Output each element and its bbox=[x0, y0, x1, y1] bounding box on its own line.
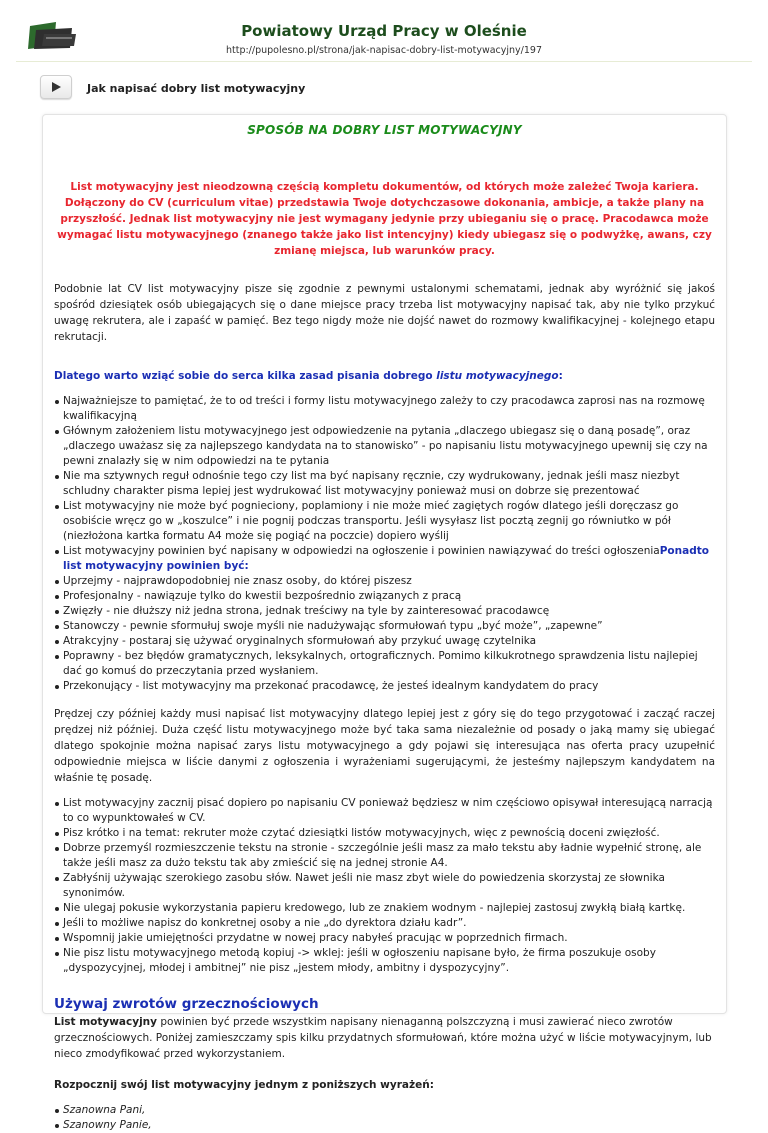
rules-heading-colon: : bbox=[558, 370, 563, 382]
list-item: Zwięzły - nie dłuższy niż jedna strona, jednak treściwy na tyle by zainteresować pracodawcę bbox=[54, 604, 715, 619]
list-item: List motywacyjny nie może być pognieciony, poplamiony i nie może mieć zagiętych rogów dlatego jeśli doręczasz go osobiście wręcz go w „koszulce” i nie pognij podczas transportu. Jeśli wysyłasz list pocztą zegnij go równiutko w pół (niezłożona kartka formatu A4 może się pogiąć na poczcie) dopiero wyślij bbox=[54, 499, 715, 544]
page-header bbox=[0, 0, 768, 62]
list-item: Wspomnij jakie umiejętności przydatne w nowej pracy nabyłeś pracując w poprzednich firmach. bbox=[54, 931, 715, 946]
rule5-blue: Ponadto list motywacyjny powinien być: bbox=[63, 545, 709, 572]
article-intro: Podobnie lat CV list motywacyjny pisze się zgodnie z pewnymi ustalonymi schematami, jednak aby wyróżnić się jakoś spośród dziesiątek osób ubiegających się o dane miejsce pracy trzeba list motywacyjny napisać tak, aby nie tylko przykuć uwagę rekrutera, ale i zapaść w pamięć. Bez tego nigdy może nie dojść nawet do rozmowy kwalifikacyjnej - kolejnego etapu rekrutacji. bbox=[54, 283, 715, 343]
tips-list bbox=[54, 796, 715, 976]
list-item: Poprawny - bez błędów gramatycznych, leksykalnych, ortograficznych. Pomimo kilkukrotnego sprawdzenia listu najlepiej dać go komuś do przeczytania przed wysłaniem. bbox=[54, 649, 715, 679]
article-heading: SPOSÓB NA DOBRY LIST MOTYWACYJNY bbox=[247, 123, 522, 137]
list-item: Nie ulegaj pokusie wykorzystania papieru kredowego, lub ze znakiem wodnym - najlepiej zastosuj zwykłą białą kartkę. bbox=[54, 901, 715, 916]
polite-heading: Używaj zwrotów grzecznościowych bbox=[54, 996, 319, 1012]
list-item: Nie ma sztywnych reguł odnośnie tego czy list ma być napisany ręcznie, czy wydrukowany, jednak jeśli masz niezbyt schludny charakter pisma lepiej jest wydrukować list motywacyjny ponieważ musi on dobrze się prezentować bbox=[54, 469, 715, 499]
polite-bold: List motywacyjny bbox=[54, 1016, 158, 1028]
arrow-right-icon bbox=[50, 81, 62, 93]
rules-list bbox=[54, 394, 715, 694]
list-item bbox=[54, 544, 715, 574]
rules-heading bbox=[54, 369, 715, 384]
list-item: Profesjonalny - nawiązuje tylko do kwestii bezpośrednio związanych z pracą bbox=[54, 589, 715, 604]
list-item: Przekonujący - list motywacyjny ma przekonać pracodawcę, że jesteś idealnym kandydatem do pracy bbox=[54, 679, 715, 694]
polite-text: powinien być przede wszystkim napisany nienaganną polszczyzną i musi zawierać nieco zwrotów grzecznościowych. Poniżej zamieszczamy spis kilku przydatnych sformułowań, które można użyć w liście motywacyjnym, lub nieco zmodyfikować przed wykorzystaniem. bbox=[54, 1016, 712, 1060]
list-item: Zabłyśnij używając szerokiego zasobu słów. Nawet jeśli nie masz zbyt wiele do powiedzenia skorzystaj ze słownika synonimów. bbox=[54, 871, 715, 901]
page-title: Jak napisać dobry list motywacyjny bbox=[87, 82, 306, 95]
list-item: Uprzejmy - najprawdopodobniej nie znasz osoby, do której piszesz bbox=[54, 574, 715, 589]
rules-heading-link[interactable]: listu motywacyjnego bbox=[436, 370, 559, 382]
breadcrumb bbox=[0, 62, 768, 107]
start-heading: Rozpocznij swój list motywacyjny jednym z poniższych wyrażeń: bbox=[54, 1079, 434, 1091]
list-item: Szanowny Panie, bbox=[54, 1118, 715, 1133]
list-item: Dobrze przemyśl rozmieszczenie tekstu na stronie - szczególnie jeśli masz za mało tekstu aby ładnie wypełnić stronę, ale także jeśli masz za dużo tekstu tak aby zmieścić się na jednej stronie A4. bbox=[54, 841, 715, 871]
rules-heading-text: Dlatego warto wziąć sobie do serca kilka zasad pisania dobrego bbox=[54, 370, 437, 382]
greetings-list bbox=[54, 1103, 715, 1133]
list-item: Jeśli to możliwe napisz do konkretnej osoby a nie „do dyrektora działu kadr”. bbox=[54, 916, 715, 931]
site-url[interactable]: http://pupolesno.pl/strona/jak-napisac-dobry-list-motywacyjny/197 bbox=[225, 45, 543, 56]
rule5-text: List motywacyjny powinien być napisany w odpowiedzi na ogłoszenie i powinien nawiązywać do treści ogłoszenia bbox=[63, 545, 660, 557]
list-item: Pisz krótko i na temat: rekruter może czytać dziesiątki listów motywacyjnych, więc z pewnością doceni zwięzłość. bbox=[54, 826, 715, 841]
article-lead: List motywacyjny jest nieodzowną częścią kompletu dokumentów, od których może zależeć Twoja kariera. Dołączony do CV (curriculum vitae) przedstawia Twoje dotychczasowe dokonania, ambicje, a także plany na przyszłość. Jednak list motywacyjny nie jest wymagany jedynie przy ubieganiu się o pracę. Pracodawca może wymagać listu motywacyjnego (znanego także jako list intencyjny) kiedy ubiegasz się o podwyżkę, awans, czy zmianę miejsca, lub warunków pracy. bbox=[57, 181, 712, 257]
list-item: Atrakcyjny - postaraj się używać oryginalnych sformułowań aby przykuć uwagę czytelnika bbox=[54, 634, 715, 649]
polite-paragraph bbox=[54, 1014, 715, 1062]
article-middle-paragraph: Prędzej czy później każdy musi napisać list motywacyjny dlatego lepiej jest z góry się do tego przygotować i zacząć raczej prędzej niż później. Duża część listu motywacyjnego może być taka sama niezależnie od posady o jaką mamy się ubiegać dlatego spokojnie można napisać zarys listu motywacyjnego a gdy pojawi się interesująca nas oferta pracy uzupełnić odpowiednie miejsca w liście danymi z ogłoszenia i wyrażeniami sugerującymi, że jesteśmy najlepszym kandydatem na właśnie tę posadę. bbox=[54, 708, 715, 784]
list-item: Najważniejsze to pamiętać, że to od treści i formy listu motywacyjnego zależy to czy pracodawca zaprosi nas na rozmowę kwalifikacyjną bbox=[54, 394, 715, 424]
list-item: Głównym założeniem listu motywacyjnego jest odpowiedzenie na pytania „dlaczego ubiegasz się o daną posadę”, oraz „dlaczego uważasz się za najlepszego kandydata na to stanowisko” - po napisaniu listu motywacyjnego upewnij się czy na pewni znalazły się w nim odpowiedzi na te pytania bbox=[54, 424, 715, 469]
site-title: Powiatowy Urząd Pracy w Oleśnie bbox=[241, 22, 527, 40]
list-item: List motywacyjny zacznij pisać dopiero po napisaniu CV ponieważ będziesz w nim częściowo opisywał interesującą narracją to co wypunktowałeś w CV. bbox=[54, 796, 715, 826]
breadcrumb-arrow-button[interactable] bbox=[40, 75, 72, 99]
list-item: Nie pisz listu motywacyjnego metodą kopiuj -> wklej: jeśli w ogłoszeniu napisane było, że firma poszukuje osoby „dyspozycyjnej, młodej i ambitnej” nie pisz „jestem młody, ambitny i dyspozycyjny”. bbox=[54, 946, 715, 976]
list-item: Stanowczy - pewnie sformułuj swoje myśli nie nadużywając sformułowań typu „być może”, „zapewne” bbox=[54, 619, 715, 634]
article-card bbox=[42, 114, 727, 1131]
list-item: Szanowna Pani, bbox=[54, 1103, 715, 1118]
